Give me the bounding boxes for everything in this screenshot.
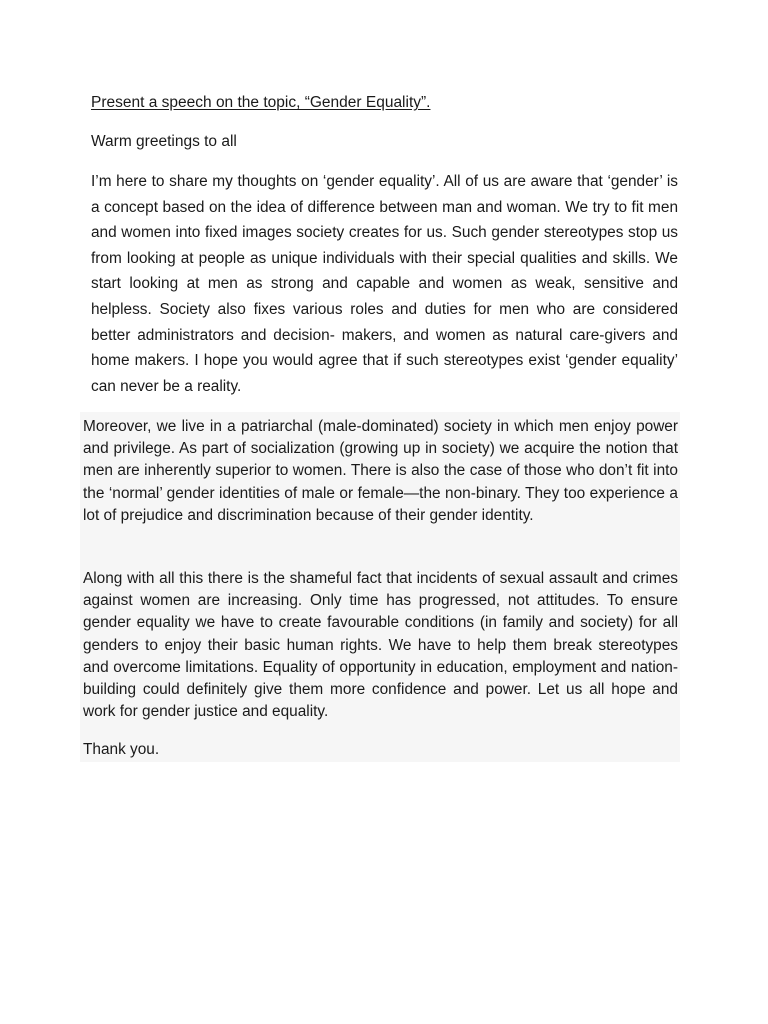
- greeting-text: Warm greetings to all: [91, 133, 237, 150]
- document-title: Present a speech on the topic, “Gender Equality”.: [91, 94, 431, 111]
- paragraph-conclusion: Along with all this there is the shameful fact that incidents of sexual assault and crimes against women are increasing. Only time has progressed, not attitudes. To ensure gender equality we have to create favourable conditions (in family and society) for all genders to enjoy their basic human rights. We have to help them break stereotypes and overcome limitations. Equality of opportunity in education, employment and nation-building could definitely give them more confidence and power. Let us all hope and work for gender justice and equality.: [83, 570, 678, 721]
- paragraph-patriarchy: Moreover, we live in a patriarchal (male-dominated) society in which men enjoy power and privilege. As part of socialization (growing up in society) we acquire the notion that men are inherently superior to women. There is also the case of those who don’t fit into the ‘normal’ gender identities of male or female—the non-binary. They too experience a lot of prejudice and discrimination because of their gender identity.: [83, 418, 678, 524]
- paragraph-intro: I’m here to share my thoughts on ‘gender equality’. All of us are aware that ‘gender’ is a concept based on the idea of difference between man and woman. We try to fit men and women into fixed images society creates for us. Such gender stereotypes stop us from looking at people as unique individuals with their special qualities and skills. We start looking at men as strong and capable and women as weak, sensitive and helpless. Society also fixes various roles and duties for men who are considered better administrators and decision- makers, and women as natural care-givers and home makers. I hope you would agree that if such stereotypes exist ‘gender equality’ can never be a reality.: [91, 173, 678, 395]
- closing-text: Thank you.: [83, 741, 160, 758]
